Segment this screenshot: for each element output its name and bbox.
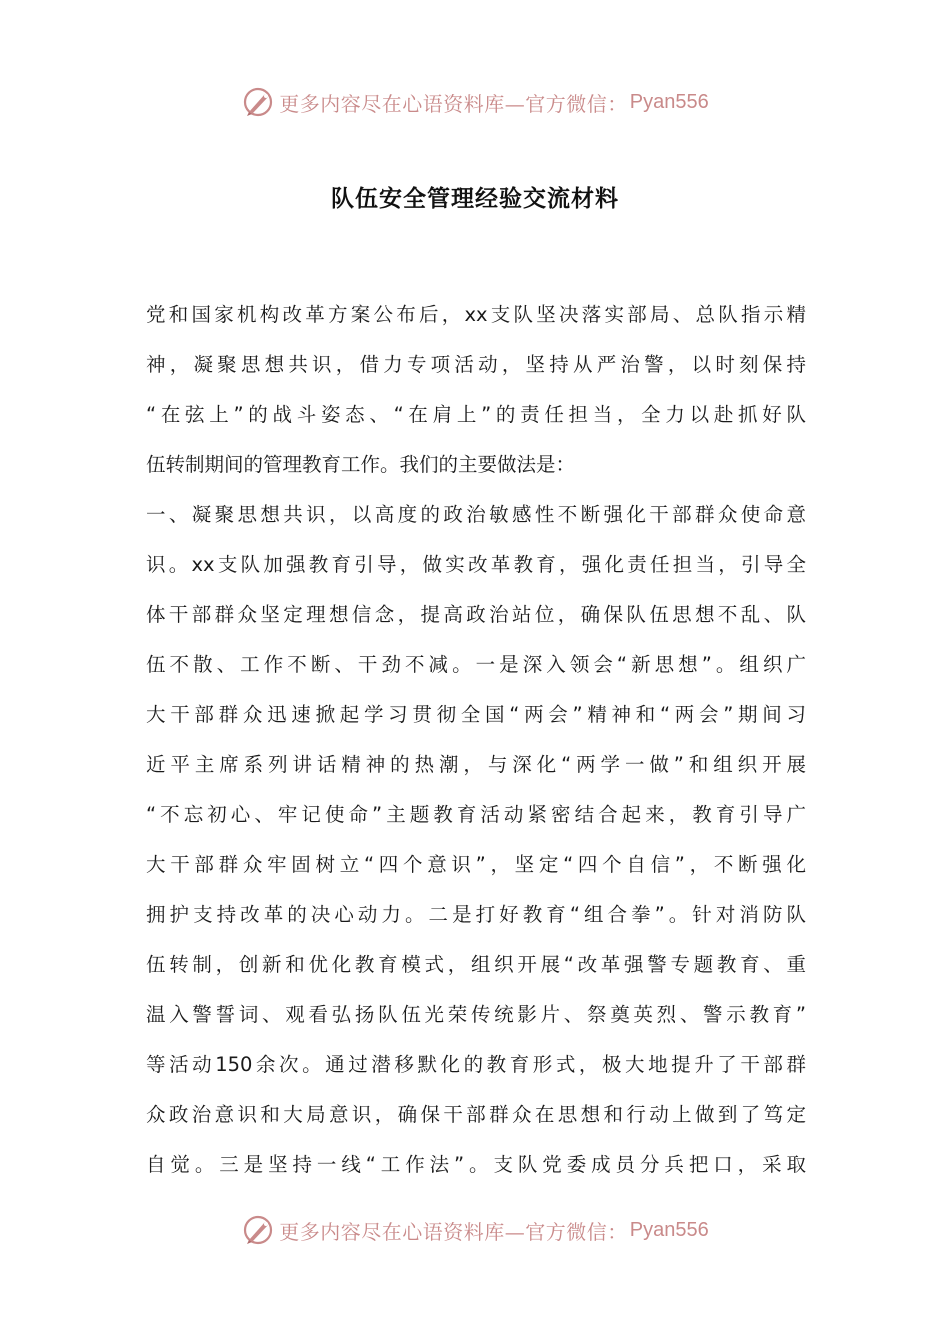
body-line: 伍不散、工作不断、干劲不减。一是深入领会“新思想”。组织广 [146,653,806,676]
header-watermark [0,82,950,122]
body-line: 拥护支持改革的决心动力。二是打好教育“组合拳”。针对消防队 [146,903,806,926]
footer-watermark [0,1210,950,1250]
body-line: 体干部群众坚定理想信念，提高政治站位，确保队伍思想不乱、队 [146,603,806,626]
body-line: 等活动150余次。通过潜移默化的教育形式，极大地提升了干部群 [146,1053,806,1076]
document-title: 队伍安全管理经验交流材料 [331,186,619,212]
watermark-wechat-id: Pyan556 [629,90,709,113]
body-line: “不忘初心、牢记使命”主题教育活动紧密结合起来，教育引导广 [146,803,806,826]
watermark-text: 更多内容尽在心语资料库—官方微信： [279,91,628,116]
body-line: “在弦上”的战斗姿态、“在肩上”的责任担当，全力以赴抓好队 [146,403,806,426]
body-line: 大干部群众迅速掀起学习贯彻全国“两会”精神和“两会”期间习 [146,703,806,726]
body-line: 众政治意识和大局意识，确保干部群众在思想和行动上做到了笃定 [146,1103,806,1126]
quill-pen-icon [241,85,275,119]
body-line: 大干部群众牢固树立“四个意识”，坚定“四个自信”，不断强化 [146,853,806,876]
body-line: 一、凝聚思想共识，以高度的政治敏感性不断强化干部群众使命意 [146,503,806,526]
body-line: 神，凝聚思想共识，借力专项活动，坚持从严治警，以时刻保持 [146,353,806,376]
body-line: 自觉。三是坚持一线“工作法”。支队党委成员分兵把口，采取 [146,1153,806,1176]
body-line: 党和国家机构改革方案公布后，xx支队坚决落实部局、总队指示精 [146,303,806,326]
body-line: 伍转制，创新和优化教育模式，组织开展“改革强警专题教育、重 [146,953,806,976]
document-body [146,290,806,1190]
body-line: 识。xx支队加强教育引导，做实改革教育，强化责任担当，引导全 [146,553,806,576]
body-line: 近平主席系列讲话精神的热潮，与深化“两学一做”和组织开展 [146,753,806,776]
body-line: 温入警誓词、观看弘扬队伍光荣传统影片、祭奠英烈、警示教育” [146,1003,806,1026]
quill-pen-icon [241,1213,275,1247]
watermark-text: 更多内容尽在心语资料库—官方微信： [279,1219,628,1244]
watermark-wechat-id: Pyan556 [629,1218,709,1241]
body-line: 伍转制期间的管理教育工作。我们的主要做法是： [146,453,576,476]
